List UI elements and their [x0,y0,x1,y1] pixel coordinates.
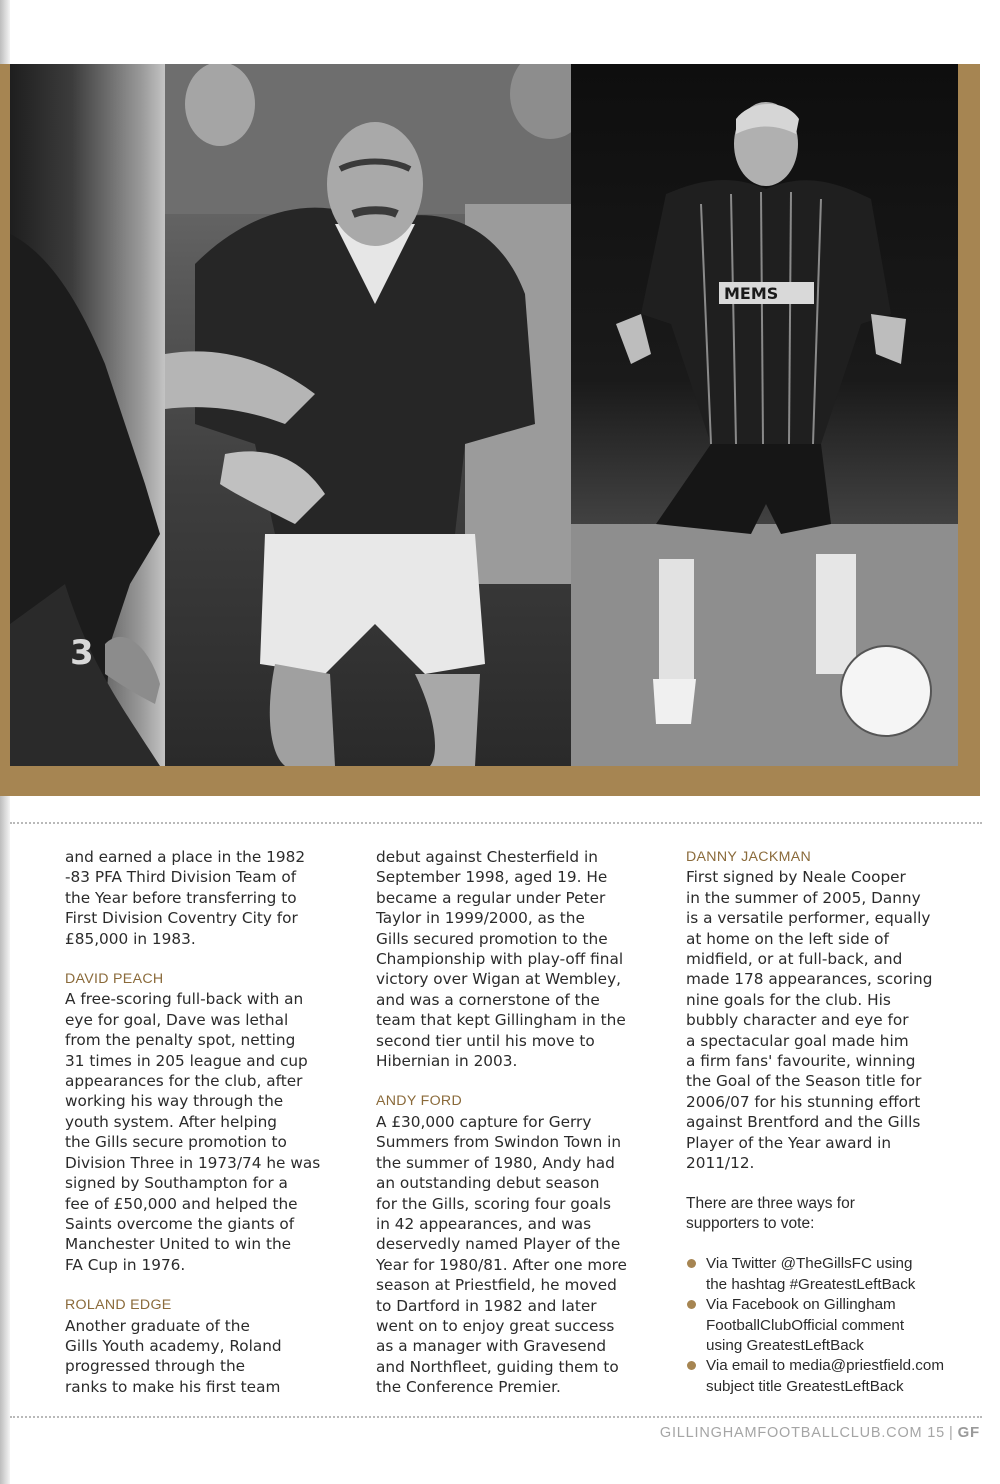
player-photo-left-art [10,64,165,766]
vote-method-facebook-text: Via Facebook on Gillingham FootballClubOfficial comment using GreatestLeftBack [706,1296,905,1354]
club-logo-icon: GF [957,1424,980,1441]
heading-andy-ford: ANDY FORD [376,1093,462,1110]
svg-text:3: 3 [70,633,94,673]
vote-methods-list [686,1254,976,1397]
paragraph-andy-ford: A £30,000 capture for Gerry Summers from Swindon Town in the summer of 1980, Andy had an outstanding debut season for the Gills, scoring four goals in 42 appearances, and was deservedly named Player of the Year for 1980/81. After one more season at Priestfield, he moved to Dartford in 1982 and later went on to enjoy great success as a manager with Gravesend and Northfleet, guiding them to the Conference Premier. [376,1112,627,1397]
player-photo-right [571,64,958,766]
heading-roland-edge: ROLAND EDGE [65,1297,172,1314]
column-2-intro: debut against Chesterfield in September 1998, aged 19. He became a regular under Peter Taylor in 1999/2000, as the Gills secured promotion to the Championship with play-off final victory over Wigan at Wembley, and was a cornerstone of the team that kept Gillingham in the second tier until his move to Hibernian in 2003. [376,848,626,1071]
vote-intro: There are three ways for supporters to vote: [686,1194,855,1232]
player-photo-middle-art [165,64,571,766]
player-photo-right-art [571,64,958,766]
article-column-2 [376,847,668,1398]
footer-page-number: 15 [927,1425,945,1441]
article-column-1 [65,847,355,1397]
bullet-icon [687,1361,696,1370]
page-footer [620,1424,980,1441]
paragraph-danny-jackman: First signed by Neale Cooper in the summer of 2005, Danny is a versatile performer, equally at home on the left side of midfield, or at full-back, and made 178 appearances, scoring nine goals for the club. His bubbly character and eye for a spectacular goal made him a firm fans' favourite, winning the Goal of the Season title for 2006/07 for his stunning effort against Brentford and the Gills Player of the Year award in 2011/12. [686,868,933,1173]
player-photo-middle [165,64,571,766]
heading-danny-jackman: DANNY JACKMAN [686,849,812,865]
bullet-icon [687,1300,696,1309]
divider-top [10,822,982,824]
heading-david-peach: DAVID PEACH [65,971,164,988]
vote-method-email-text: Via email to media@priestfield.com subject title GreatestLeftBack [706,1357,944,1395]
footer-site: GILLINGHAMFOOTBALLCLUB.COM [659,1425,923,1441]
player-photo-left [10,64,165,766]
vote-method-twitter [686,1254,976,1295]
vote-method-twitter-text: Via Twitter @TheGillsFC using the hashtag #GreatestLeftBack [706,1255,916,1293]
svg-text:MEMS: MEMS [724,284,779,303]
article-column-3 [686,847,976,1397]
column-1-intro: and earned a place in the 1982 -83 PFA Third Division Team of the Year before transferring to First Division Coventry City for £85,000 in 1983. [65,848,306,948]
vote-method-email [686,1356,976,1397]
photo-band [0,64,1000,796]
divider-bottom [10,1416,982,1418]
footer-separator: | [948,1425,954,1441]
paragraph-roland-edge: Another graduate of the Gills Youth academy, Roland progressed through the ranks to make his first team [65,1316,282,1396]
vote-method-facebook [686,1295,976,1356]
paragraph-david-peach: A free-scoring full-back with an eye for goal, Dave was lethal from the penalty spot, netting 31 times in 205 league and cup appearances for the club, after working his way through the youth system. After helping the Gills secure promotion to Division Three in 1973/74 he was signed by Southampton for a fee of £50,000 and helped the Saints overcome the giants of Manchester United to win the FA Cup in 1976. [65,990,321,1274]
bullet-icon [687,1259,696,1268]
